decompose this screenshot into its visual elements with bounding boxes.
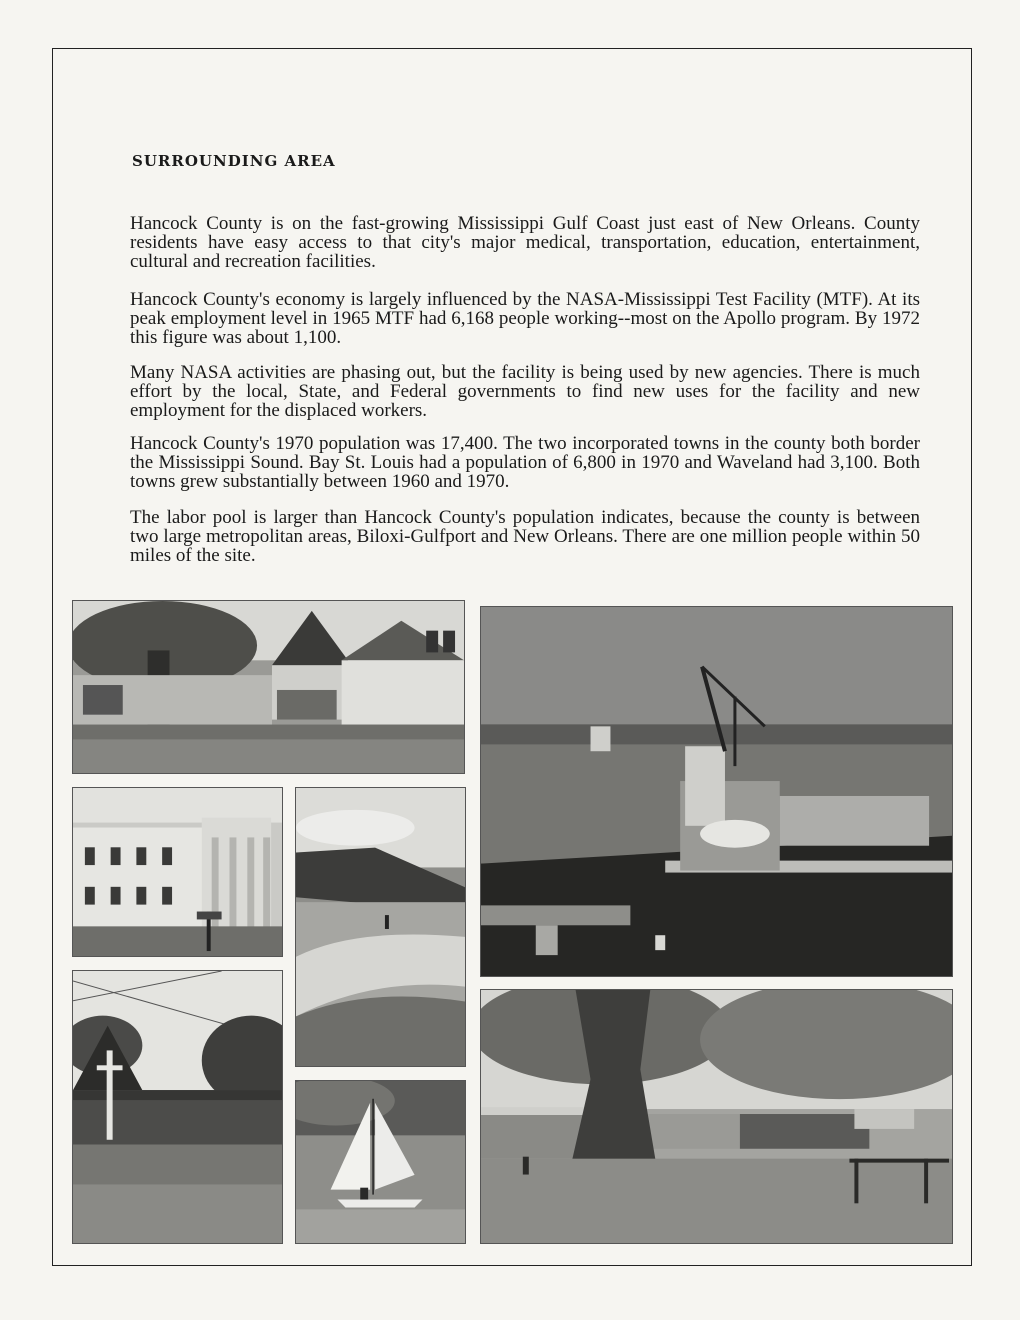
photo-park-oak-trees bbox=[480, 989, 953, 1244]
section-heading: SURROUNDING AREA bbox=[132, 152, 336, 170]
photo-test-facility-aerial bbox=[480, 606, 953, 977]
photo-victorian-house bbox=[72, 600, 465, 774]
photo-church bbox=[72, 970, 283, 1244]
paragraph-population: Hancock County's 1970 population was 17,400. The two incorporated towns in the county both border the Mississippi Sound. Bay St. Louis had a population of 6,800 in 1970 and Waveland had 3,100. Both towns grew substantially between 1960 and 1970. bbox=[130, 433, 920, 492]
photo-sailboat bbox=[295, 1080, 466, 1244]
photo-courthouse bbox=[72, 787, 283, 957]
paragraph-location: Hancock County is on the fast-growing Mississippi Gulf Coast just east of New Orleans. County residents have easy access to that city's major medical, transportation, education, entertainment, cultural and recreation facilities. bbox=[130, 213, 920, 272]
paragraph-labor-pool: The labor pool is larger than Hancock County's population indicates, because the county is between two large metropolitan areas, Biloxi-Gulfport and New Orleans. There are one million people within 50 miles of the site. bbox=[130, 507, 920, 566]
paragraph-nasa-activities: Many NASA activities are phasing out, but the facility is being used by new agencies. There is much effort by the local, State, and Federal governments to find new uses for the facility and new employment for the displaced workers. bbox=[130, 362, 920, 421]
photo-water-skier bbox=[295, 787, 466, 1067]
paragraph-economy: Hancock County's economy is largely influenced by the NASA-Mississippi Test Facility (MTF). At its peak employment level in 1965 MTF had 6,168 people working--most on the Apollo program. By 1972 this figure was about 1,100. bbox=[130, 289, 920, 348]
